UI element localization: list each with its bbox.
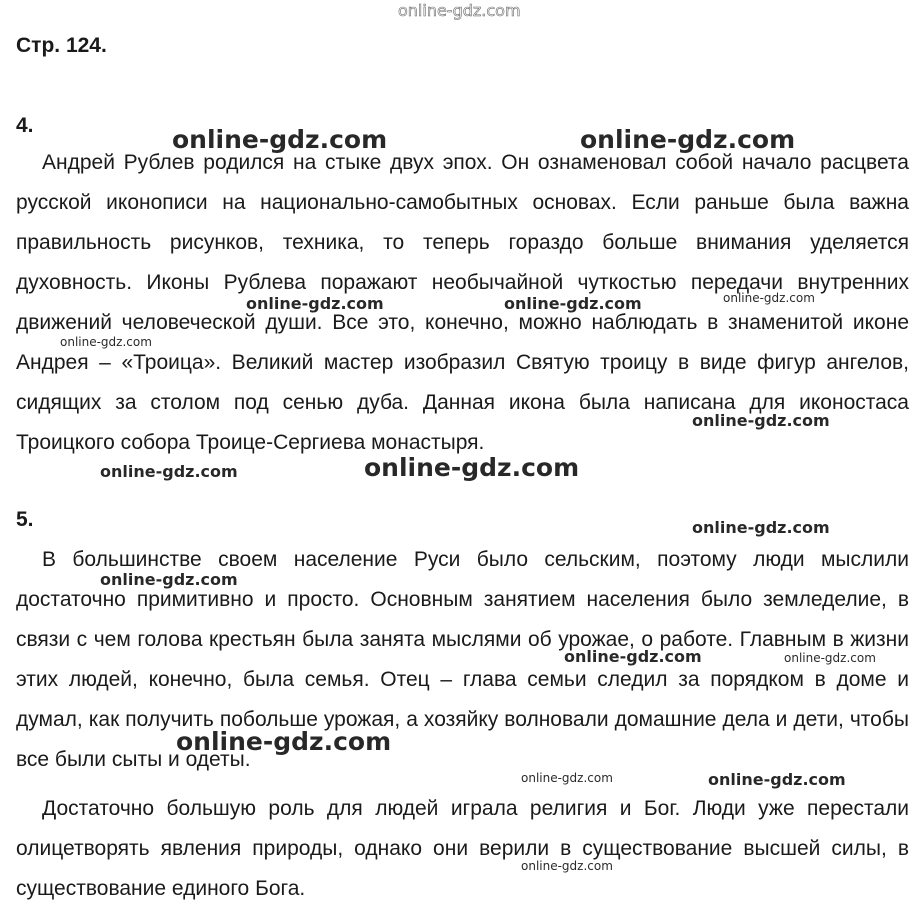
watermark: online-gdz.com — [364, 453, 580, 482]
task-number-5: 5. — [16, 508, 34, 531]
watermark: online-gdz.com — [521, 859, 613, 873]
watermark: online-gdz.com — [692, 411, 830, 430]
watermark: online-gdz.com — [784, 651, 876, 665]
watermark: online-gdz.com — [100, 462, 238, 481]
watermark: online-gdz.com — [521, 771, 613, 785]
watermark: online-gdz.com — [564, 647, 702, 666]
watermark: online-gdz.com — [692, 518, 830, 537]
task-4-paragraph: Андрей Рублев родился на стыке двух эпох. Он ознаменовал собой начало расцвета русской иконописи на национально-самобытных основах. Если раньше была важна правильность рисунков, техника, то теперь гораздо больше внимания уделяется духовность. Иконы Рублева поражают необычайной чуткостью передачи внутренних движений человеческой души. Все это, конечно, можно наблюдать в знаменитой иконе Андрея – «Троица». Великий мастер изобразил Святую троицу в виде фигур ангелов, сидящих за столом под сенью дуба. Данная икона была написана для иконостаса Троицкого собора Троице-Сергиева монастыря. — [16, 151, 909, 454]
watermark: online-gdz.com — [176, 727, 392, 756]
watermark: online-gdz.com — [398, 1, 521, 20]
watermark: online-gdz.com — [60, 335, 152, 349]
watermark: online-gdz.com — [100, 570, 238, 589]
page-reference: Стр. 124. — [16, 34, 107, 57]
task-5-paragraph-2: Достаточно большую роль для людей играла религия и Бог. Люди уже перестали олицетворять явления природы, однако они верили в существование высшей силы, в существование единого Бога. — [16, 797, 909, 900]
watermark: online-gdz.com — [723, 291, 815, 305]
task-5-paragraph-1: В большинстве своем население Руси было сельским, поэтому люди мыслили достаточно примитивно и просто. Основным занятием населения было земледелие, в связи с чем голова крестьян была занята мыслями об урожае, о работе. Главным в жизни этих людей, конечно, была семья. Отец – глава семьи следил за порядком в доме и думал, как получить побольше урожая, а хозяйку волновали домашние дела и дети, чтобы все были сыты и одеты. — [16, 548, 909, 771]
watermark: online-gdz.com — [708, 770, 846, 789]
watermark: online-gdz.com — [504, 294, 642, 313]
watermark: online-gdz.com — [580, 125, 796, 154]
watermark: online-gdz.com — [246, 294, 384, 313]
task-number-4: 4. — [16, 114, 34, 137]
watermark: online-gdz.com — [172, 125, 388, 154]
